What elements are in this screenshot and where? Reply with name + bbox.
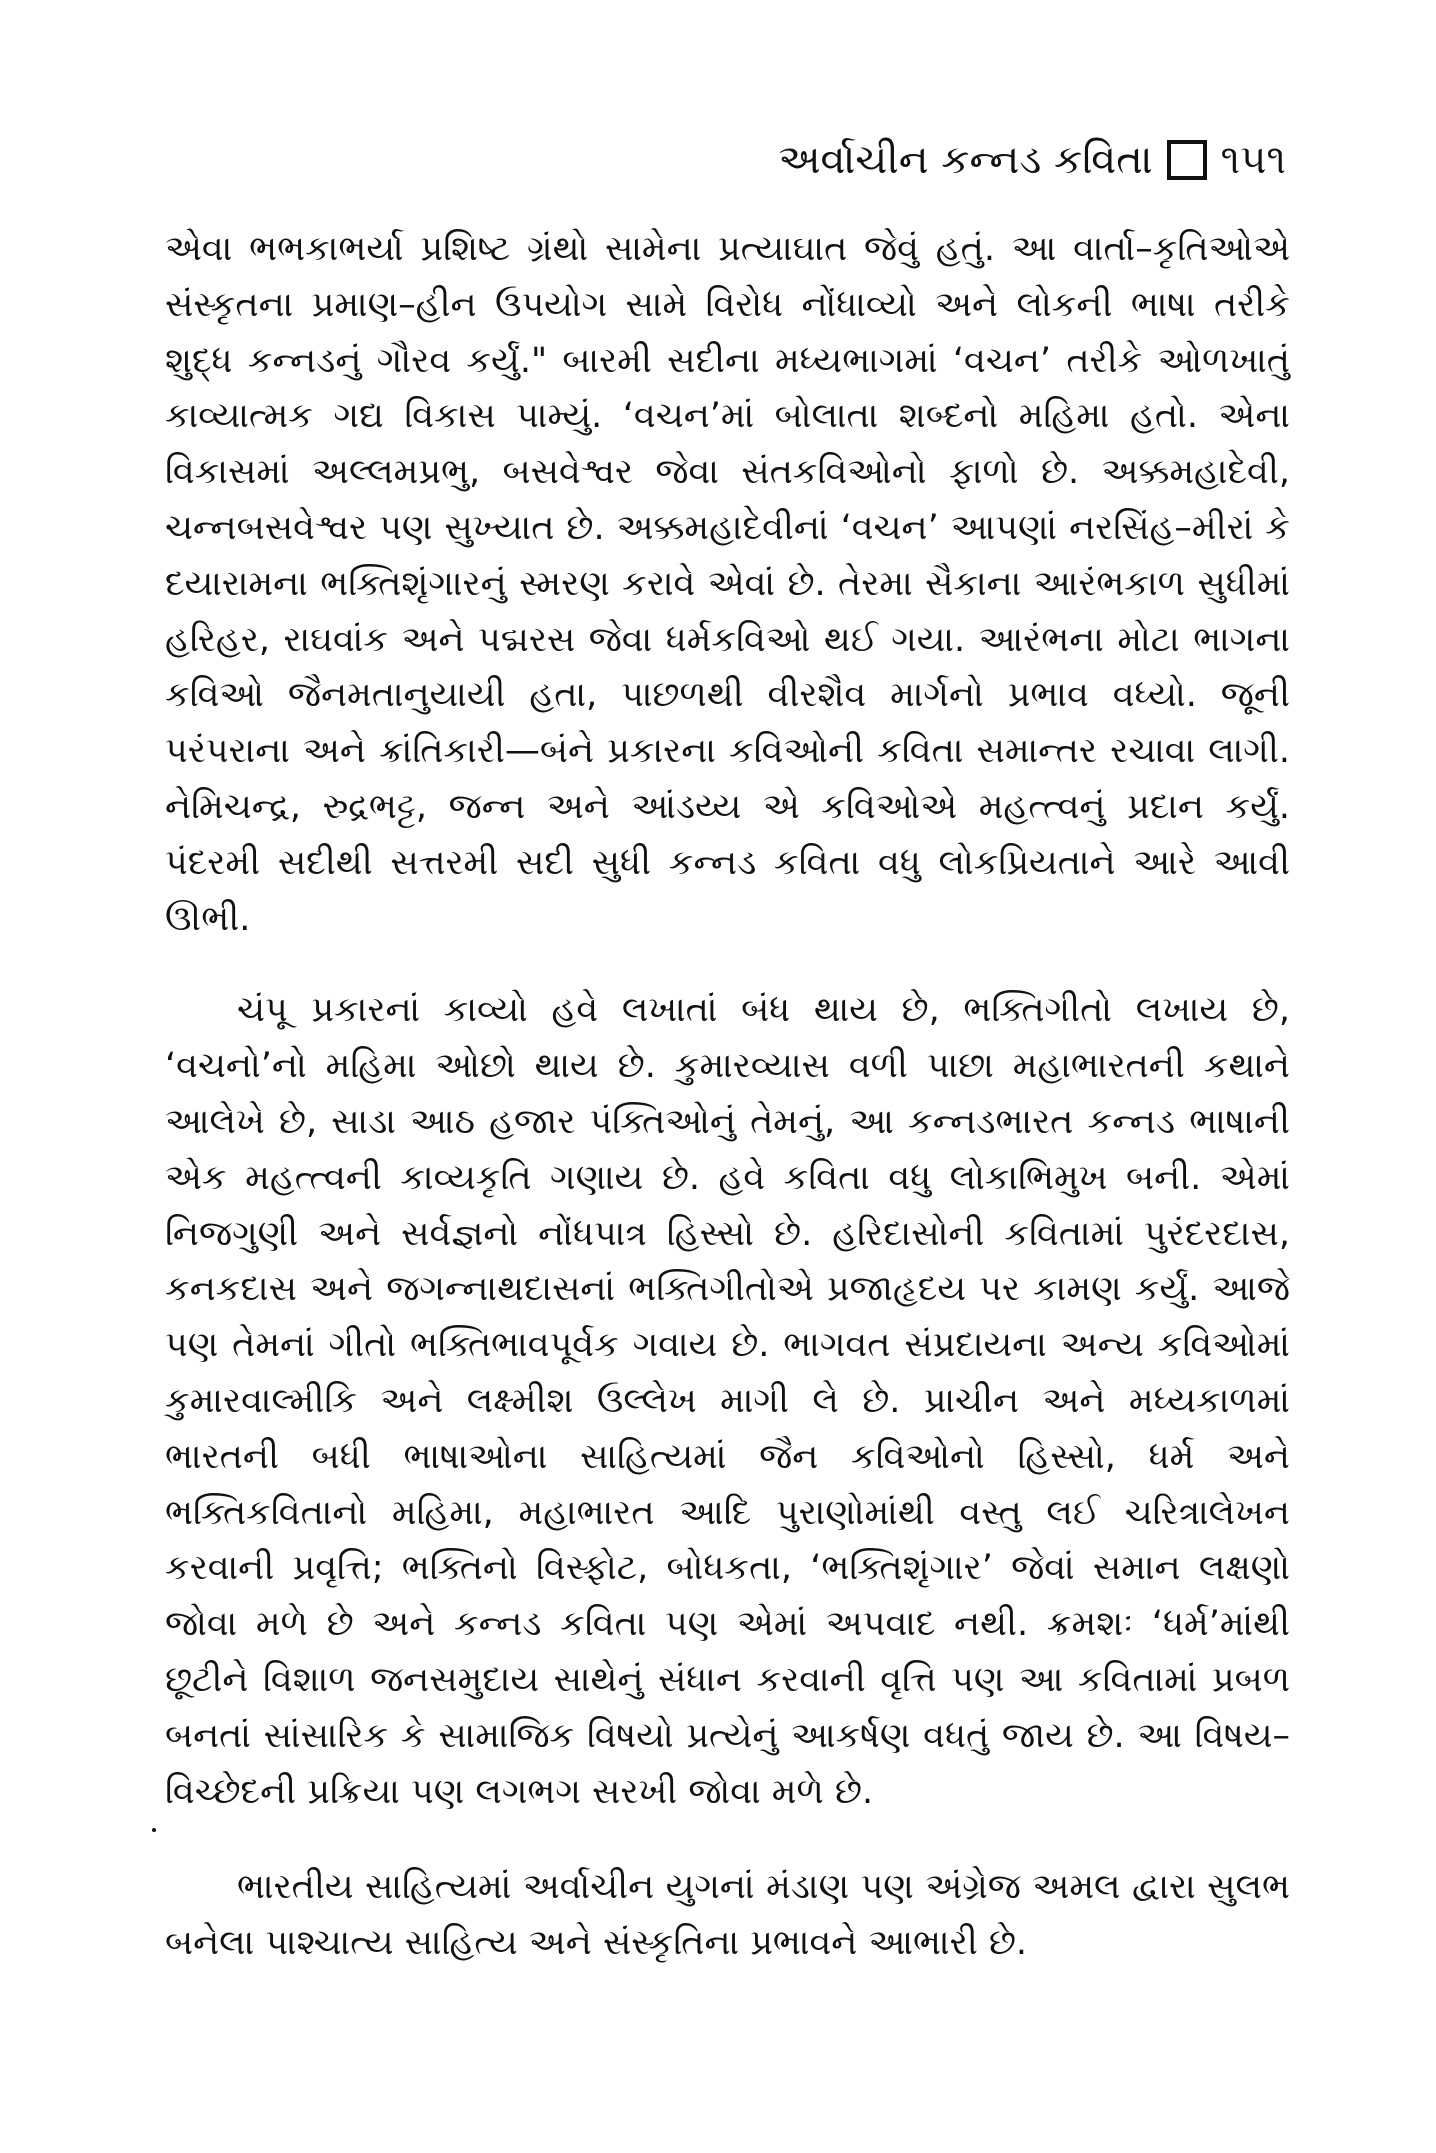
running-title: અર્વાચીન કન્નડ કવિતા bbox=[778, 137, 1153, 183]
page-number: ૧૫૧ bbox=[1220, 137, 1286, 183]
header-box-ornament bbox=[1167, 140, 1207, 180]
running-header bbox=[778, 137, 1286, 183]
body-text bbox=[165, 222, 1290, 1972]
paragraph-2: ચંપૂ પ્રકારનાં કાવ્યો હવે લખાતાં બંધ થાય છે, ભક્તિગીતો લખાય છે, ‘વચનો’નો મહિમા ઓછો થાય છે. કુમારવ્યાસ વળી પાછા મહાભારતની કથાને આલેખે છે, સાડા આઠ હજાર પંક્તિઓનું તેમનું, આ કન્નડભારત કન્નડ ભાષાની એક મહત્ત્વની કાવ્યકૃતિ ગણાય છે. હવે કવિતા વધુ લોકાભિમુખ બની. એમાં નિજગુણી અને સર્વજ્ઞનો નોંધપાત્ર હિસ્સો છે. હરિદાસોની કવિતામાં પુરંદરદાસ, કનકદાસ અને જગન્નાથદાસનાં ભક્તિગીતોએ પ્રજાહૃદય પર કામણ કર્યું. આજે પણ તેમનાં ગીતો ભક્તિભાવપૂર્વક ગવાય છે. ભાગવત સંપ્રદાયના અન્ય કવિઓમાં કુમારવાલ્મીકિ અને લક્ષ્મીશ ઉલ્લેખ માગી લે છે. પ્રાચીન અને મધ્યકાળમાં ભારતની બધી ભાષાઓના સાહિત્યમાં જૈન કવિઓનો હિસ્સો, ધર્મ અને ભક્તિકવિતાનો મહિમા, મહાભારત આદિ પુરાણોમાંથી વસ્તુ લઈ ચરિત્રાલેખન કરવાની પ્રવૃત્તિ; ભક્તિનો વિસ્ફોટ, બોધકતા, ‘ભક્તિશૃંગાર’ જેવાં સમાન લક્ષણો જોવા મળે છે અને કન્નડ કવિતા પણ એમાં અપવાદ નથી. ક્રમશઃ ‘ધર્મ’માંથી છૂટીને વિશાળ જનસમુદાય સાથેનું સંધાન કરવાની વૃત્તિ પણ આ કવિતામાં પ્રબળ બનતાં સાંસારિક કે સામાજિક વિષયો પ્રત્યેનું આકર્ષણ વધતું જાય છે. આ વિષય–વિચ્છેદની પ્રક્રિયા પણ લગભગ સરખી જોવા મળે છે. bbox=[165, 990, 1290, 1812]
paragraph-1: એવા ભભકાભર્યા પ્રશિષ્ટ ગ્રંથો સામેના પ્રત્યાઘાત જેવું હતું. આ વાર્તા–કૃતિઓએ સંસ્કૃતના પ્રમાણ–હીન ઉપયોગ સામે વિરોધ નોંધાવ્યો અને લોકની ભાષા તરીકે શુદ્ધ કન્નડનું ગૌરવ કર્યું." બારમી સદીના મધ્યભાગમાં ‘વચન’ તરીકે ઓળખાતું કાવ્યાત્મક ગદ્ય વિકાસ પામ્યું. ‘વચન’માં બોલાતા શબ્દનો મહિમા હતો. એના વિકાસમાં અલ્લમપ્રભુ, બસવેશ્વર જેવા સંતકવિઓનો ફાળો છે. અક્કમહાદેવી, ચન્નબસવેશ્વર પણ સુખ્યાત છે. અક્કમહાદેવીનાં ‘વચન’ આપણાં નરસિંહ–મીરાં કે દયારામના ભક્તિશૃંગારનું સ્મરણ કરાવે એવાં છે. તેરમા સૈકાના આરંભકાળ સુધીમાં હરિહર, રાઘવાંક અને પદ્મરસ જેવા ધર્મકવિઓ થઈ ગયા. આરંભના મોટા ભાગના કવિઓ જૈનમતાનુયાયી હતા, પાછળથી વીરશૈવ માર્ગનો પ્રભાવ વધ્યો. જૂની પરંપરાના અને ક્રાંતિકારી—બંને પ્રકારના કવિઓની કવિતા સમાન્તર રચાવા લાગી. નેમિચન્દ્ર, રુદ્રભટ્ટ, જન્ન અને આંડય્ય એ કવિઓએ મહત્ત્વનું પ્રદાન કર્યું. પંદરમી સદીથી સત્તરમી સદી સુધી કન્નડ કવિતા વધુ લોકપ્રિયતાને આરે આવી ઊભી. bbox=[165, 229, 1290, 939]
paragraph-3: ભારતીય સાહિત્યમાં અર્વાચીન યુગનાં મંડાણ પણ અંગ્રેજ અમલ દ્વારા સુલભ બનેલા પાશ્ચાત્ય સાહિત્ય અને સંસ્કૃતિના પ્રભાવને આભારી છે. bbox=[165, 1867, 1290, 1964]
margin-dot bbox=[152, 1828, 156, 1832]
